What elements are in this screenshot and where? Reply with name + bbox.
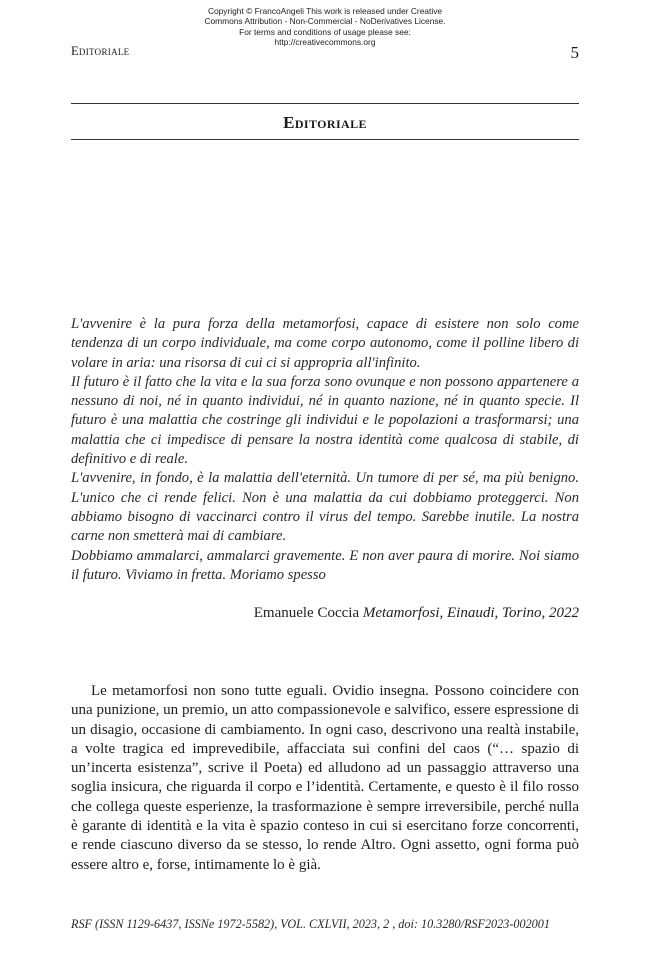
epigraph-paragraph: L'avvenire è la pura forza della metamorfosi, capace di esistere non solo come tendenza di un corpo individuale, ma come corpo autonomo, come il polline libero di volare in aria: una risorsa di cui ci si appropria all'infinito. <box>71 316 579 371</box>
copyright-line: Copyright © FrancoAngeli This work is released under Creative <box>207 6 443 16</box>
footer-citation: RSF (ISSN 1129-6437, ISSNe 1972-5582), VOL. CXLVII, 2023, 2 , doi: 10.3280/RSF2023-002001 <box>71 917 550 931</box>
page-number: 5 <box>570 43 579 62</box>
epigraph-attribution <box>71 605 579 622</box>
copyright-line: For terms and conditions of usage please see: <box>239 26 411 37</box>
title-rule-top <box>71 103 579 104</box>
section-title: Editoriale <box>283 113 367 132</box>
epigraph <box>71 315 579 585</box>
body-paragraph: Le metamorfosi non sono tutte eguali. Ovidio insegna. Possono coincidere con una punizione, un premio, un atto compassionevole e salvifico, essere espressione di un disagio, occasione di cambiamento. In ogni caso, descrivono una realtà instabile, a volte tragica ed imprevedibile, affacciata sui confini del caos (“… spazio di un’incerta esistenza”, scrive il Poeta) ed alludono ad un passaggio attraverso una soglia insicura, che riguarda il corpo e l’identità. Certamente, e questo è il filo rosso che collega queste esperienze, la trasformazione è sempre irreversibile, perché nulla è garante di identità e la vita è spazio conteso in cui si esercitano forze concorrenti, e rende ciascuno diverso da se stesso, lo rende Altro. Ogni assetto, ogni forma può essere altro e, forse, intimamente lo è già. <box>71 683 579 873</box>
copyright-notice <box>0 6 650 48</box>
epigraph-paragraph: Dobbiamo ammalarci, ammalarci gravemente. E non aver paura di morire. Noi siamo il futuro. Viviamo in fretta. Moriamo spesso <box>71 547 579 583</box>
attribution-work: Metamorfosi, Einaudi, Torino, 2022 <box>362 605 579 621</box>
epigraph-paragraph: L'avvenire, in fondo, è la malattia dell'eternità. Un tumore di per sé, ma più benigno. L'unico che ci rende felici. Non è una malattia da cui dobbiamo proteggerci. Non abbiamo bisogno di vaccinarci contro il virus del tempo. Sarebbe inutile. La nostra carne non smetterà mai di cambiare. <box>71 470 579 545</box>
title-rule-bottom <box>71 139 579 140</box>
copyright-line: Commons Attribution - Non-Commercial - NoDerivatives License. <box>204 16 446 27</box>
epigraph-paragraph: Il futuro è il fatto che la vita e la sua forza sono ovunque e non possono appartenere a nessuno di noi, né in quanto individui, né in quanto nazione, né in quanto specie. Il futuro è una malattia che costringe gli individui e le popolazioni a trasformarsi; una malattia che ci impedisce di pensare la nostra identità come qualcosa di stabile, di definitivo e di reale. <box>71 373 579 468</box>
attribution-author: Emanuele Coccia <box>253 605 360 621</box>
copyright-link[interactable]: http://creativecommons.org <box>274 37 376 48</box>
running-head: Editoriale <box>71 44 130 58</box>
